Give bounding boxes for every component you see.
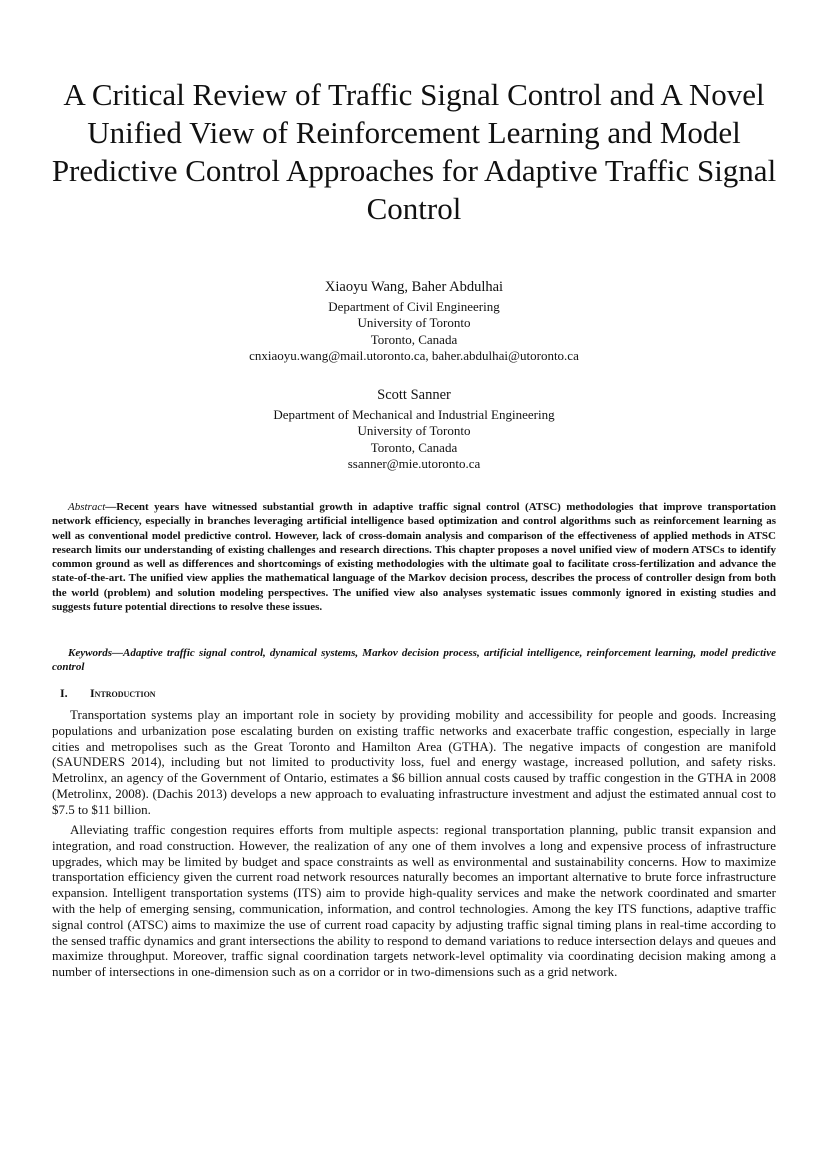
paper-title: A Critical Review of Traffic Signal Control and A Novel Unified View of Reinforcement Learning and Model Predictive Control Approaches for Adaptive Traffic Signal Control — [51, 77, 777, 226]
author-names: Scott Sanner — [377, 387, 451, 403]
section-number: I. — [60, 686, 68, 700]
body-paragraph: Alleviating traffic congestion requires efforts from multiple aspects: regional transportation planning, public transit expansion and integration, and road construction. However, the realization of any one of them involves a long and expensive process of infrastructure upgrades, which may be limited by budget and space constraints as well as environmental and sustainability concerns. How to maximize transportation efficiency given the current road network resources naturally becomes an important alternative to brute force infrastructure expansion. Intelligent transportation systems (ITS) aim to provide high-quality services and make the network coordinated and smarter with the help of emerging sensing, communication, information, and control technologies. Among the key ITS functions, adaptive traffic signal control (ATSC) aims to maximize the use of current road capacity by adjusting traffic signal timing plans in real-time according to the sensed traffic dynamics and grant intersections the ability to respond to demand variations to reduce intersection delays and queues and maximize throughput. Moreover, traffic signal coordination targets network-level optimality via coordinating decision making among a number of intersections in one-dimension such as on a corridor or in two-dimensions such as a grid network. — [52, 822, 776, 980]
abstract — [52, 500, 776, 614]
author-email: cnxiaoyu.wang@mail.utoronto.ca, baher.abdulhai@utoronto.ca — [249, 348, 579, 364]
keywords-text: —Adaptive traffic signal control, dynamical systems, Markov decision process, artificial intelligence, reinforcement learning, model predictive control — [52, 647, 776, 674]
author-university: University of Toronto — [357, 315, 471, 331]
abstract-label: Abstract — [68, 501, 106, 513]
section-heading — [60, 686, 156, 701]
author-names: Xiaoyu Wang, Baher Abdulhai — [324, 279, 504, 295]
keywords — [52, 646, 776, 675]
author-university: University of Toronto — [357, 423, 471, 439]
author-location: Toronto, Canada — [370, 331, 458, 347]
author-department: Department of Mechanical and Industrial Engineering — [273, 407, 555, 422]
author-location: Toronto, Canada — [370, 439, 458, 455]
abstract-text: —Recent years have witnessed substantial growth in adaptive traffic signal control (ATSC) methodologies that improve transportation network efficiency, especially in branches leveraging artificial intelligence based optimization and control algorithms such as reinforcement learning as well as conventional model predictive control. However, lack of cross-domain analysis and comparison of the effectiveness of applied methods in ATSC research limits our understanding of existing challenges and research directions. This chapter proposes a novel unified view of modern ATSCs to identify common ground as well as differences and shortcomings of existing methodologies with the ultimate goal to facilitate cross-fertilization and advance the state-of-the-art. The unified view applies the mathematical language of the Markov decision process, describes the process of controller design from both the world (problem) and solution modeling perspectives. The unified view also analyses systematic issues commonly ignored in existing studies and suggests future potential directions to resolve these issues. — [52, 501, 776, 614]
author-block-2 — [100, 385, 728, 473]
author-email: ssanner@mie.utoronto.ca — [347, 456, 481, 472]
body-paragraph: Transportation systems play an important role in society by providing mobility and accessibility for people and goods. Increasing populations and urbanization pose escalating burden on existing traffic networks and exacerbate traffic congestion, especially in large cities and metropolises such as the Great Toronto and Hamilton Area (GTHA). The negative impacts of congestion are manifold (SAUNDERS 2014), including but not limited to productivity loss, fuel and energy wastage, increased pollution, and safety risks. Metrolinx, an agency of the Government of Ontario, estimates a $6 billion annual costs caused by traffic congestion in the GTHA in 2008 (Metrolinx, 2008). (Dachis 2013) develops a new approach to evaluating infrastructure investment and adjust the estimated annual cost to $7.5 to $11 billion. — [52, 707, 776, 817]
section-title: Introduction — [90, 686, 156, 700]
author-block-1 — [100, 277, 728, 365]
author-department: Department of Civil Engineering — [328, 299, 500, 314]
keywords-label: Keywords — [68, 647, 112, 659]
